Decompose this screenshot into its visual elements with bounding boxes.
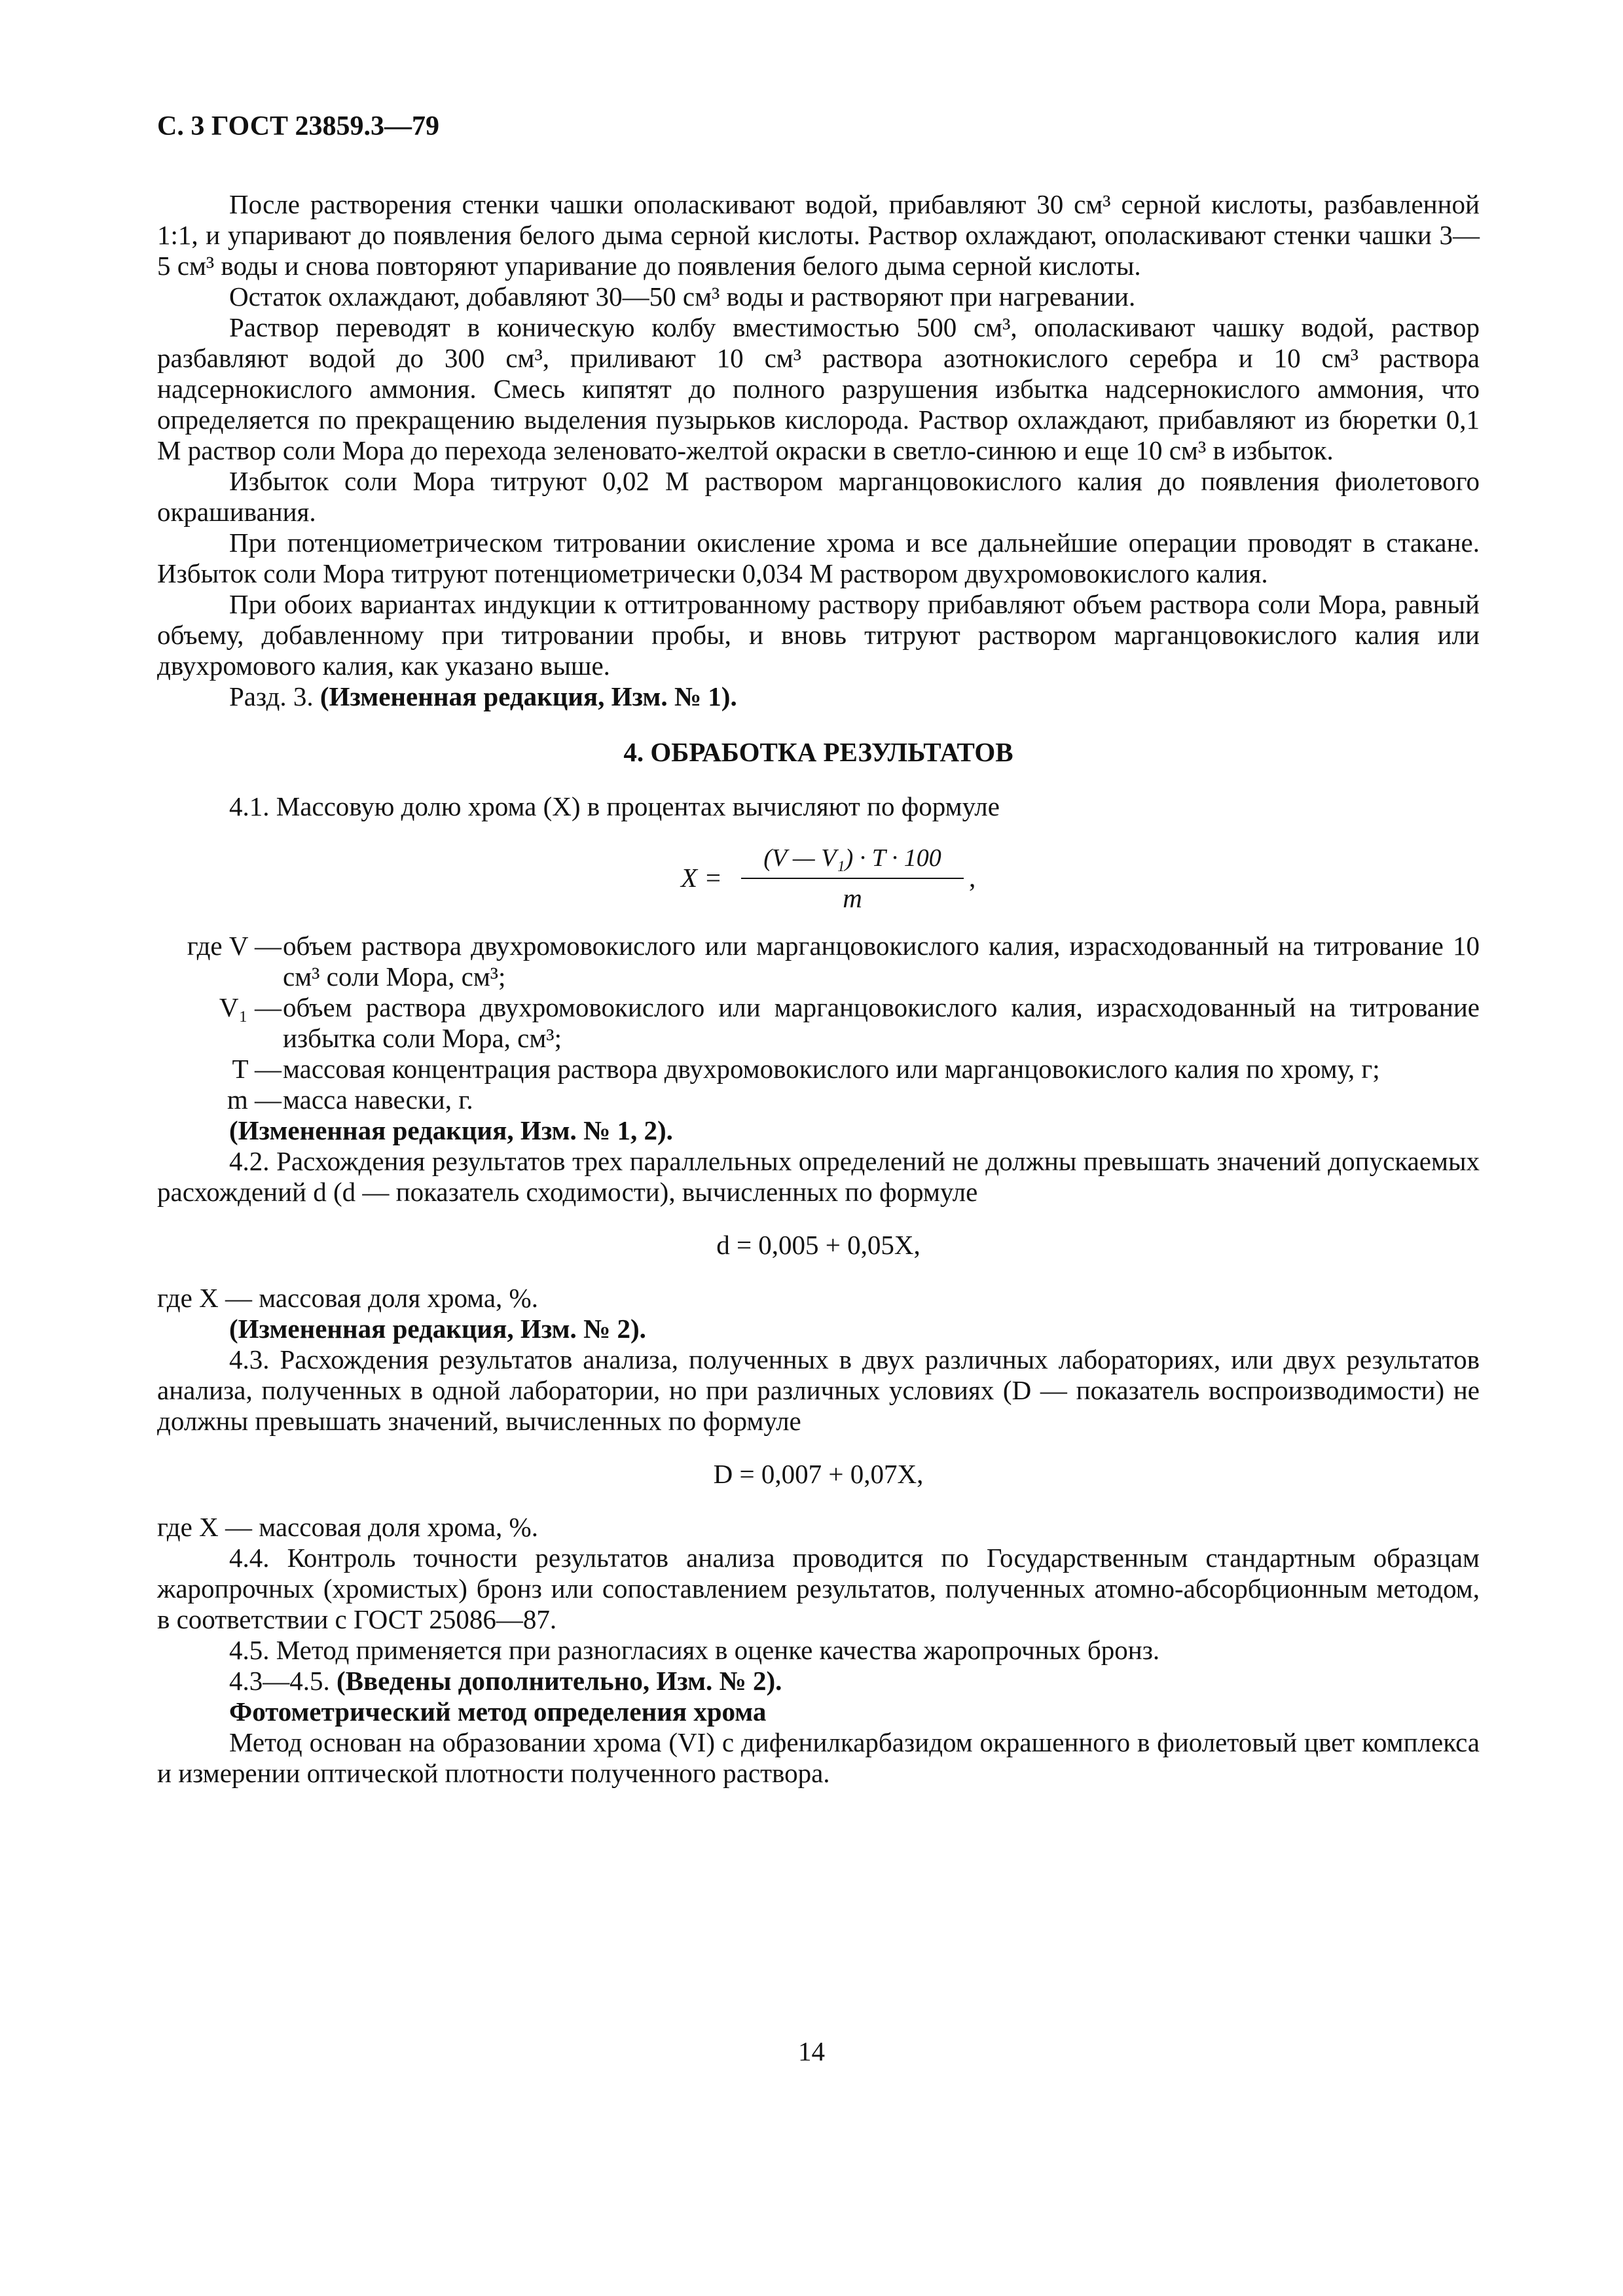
formula-d: d = 0,005 + 0,05X, [716, 1230, 921, 1260]
where-desc: массовая концентрация раствора двухромовокислого или марганцовокислого калия по хрому, г; [283, 1054, 1380, 1084]
where-x-1: где X — массовая доля хрома, %. [157, 1283, 538, 1313]
paragraph-6: При обоих вариантах индукции к оттитрованному раствору прибавляют объем раствора соли Мора, равный объему, добавленному при титровании пробы, и вновь титруют раствором марганцовокислого калия или двухромового калия, как указано выше. [157, 589, 1480, 681]
where-desc: объем раствора двухромовокислого или марганцовокислого калия, израсходованный на титрование избытка соли Мора, см³; [283, 992, 1480, 1053]
photometric-title: Фотометрический метод определения хрома [229, 1696, 767, 1727]
page-number: 14 [798, 2036, 825, 2066]
where-item [157, 1054, 1480, 1085]
paragraph-2: Остаток охлаждают, добавляют 30—50 см³ воды и растворяют при нагревании. [229, 281, 1136, 312]
amendment-note: (Измененная редакция, Изм. № 1). [319, 681, 737, 711]
where-term: где V — [187, 931, 282, 961]
formula-fraction [741, 843, 964, 914]
where-term: m — [227, 1085, 282, 1115]
where-list [157, 931, 1480, 1115]
amendment-note-added: (Введены дополнительно, Изм. № 2). [337, 1666, 782, 1696]
clause-4-3: 4.3. Расхождения результатов анализа, полученных в двух различных лабораториях, или двух результатов анализа, полученных в одной лаборатории, но при различных условиях (D — показатель воспроизводимости) не должны превышать значений, вычисленных по формуле [157, 1344, 1480, 1436]
formula-numerator: (V — V₁) · T · 100 [741, 843, 964, 879]
where-desc: масса навески, г. [283, 1085, 473, 1115]
section-title: 4. ОБРАБОТКА РЕЗУЛЬТАТОВ [623, 737, 1013, 767]
paragraph-7 [157, 681, 1480, 712]
where-x-2: где X — массовая доля хрома, %. [157, 1512, 538, 1542]
clause-4-1: 4.1. Массовую долю хрома (X) в процентах вычисляют по формуле [229, 791, 1000, 821]
paragraph-3: Раствор переводят в коническую колбу вместимостью 500 см³, ополаскивают чашку водой, раствор разбавляют водой до 300 см³, приливают 10 см³ раствора азотнокислого серебра и 10 см³ раствора надсернокислого аммония. Смесь кипятят до полного разрушения избытка надсернокислого аммония, что определяется по прекращению выделения пузырьков кислорода. Раствор охлаждают, прибавляют из бюретки 0,1 М раствор соли Мора до перехода зеленовато-желтой окраски в светло-синюю и еще 10 см³ в избыток. [157, 312, 1480, 465]
clause-4-4: 4.4. Контроль точности результатов анализа проводится по Государственным стандартным образцам жаропрочных (хромистых) бронз или сопоставлением результатов, полученных атомно-абсорбционным методом, в соответствии с ГОСТ 25086—87. [157, 1543, 1480, 1634]
formula-comma: , [969, 863, 976, 893]
where-item [157, 1085, 1480, 1115]
clause-range: 4.3—4.5. [229, 1666, 337, 1696]
where-term: T — [232, 1054, 282, 1084]
where-desc: объем раствора двухромовокислого или марганцовокислого калия, израсходованный на титрование 10 см³ соли Мора, см³; [283, 931, 1480, 992]
clause-4-2: 4.2. Расхождения результатов трех параллельных определений не должны превышать значений допускаемых расхождений d (d — показатель сходимости), вычисленных по формуле [157, 1146, 1480, 1207]
paragraph-4: Избыток соли Мора титруют 0,02 М раствором марганцовокислого калия до появления фиолетового окрашивания. [157, 466, 1480, 527]
where-term: V₁ — [219, 992, 282, 1022]
photometric-text: Метод основан на образовании хрома (VI) с дифенилкарбазидом окрашенного в фиолетовый цвет комплекса и измерении оптической плотности полученного раствора. [157, 1727, 1480, 1788]
where-item [157, 931, 1480, 992]
paragraph-1: После растворения стенки чашки ополаскивают водой, прибавляют 30 см³ серной кислоты, разбавленной 1:1, и упаривают до появления белого дыма серной кислоты. Раствор охлаждают, ополаскивают стенки чашки 3—5 см³ воды и снова повторяют упаривание до появления белого дыма серной кислоты. [157, 189, 1480, 281]
formula-D: D = 0,007 + 0,07X, [713, 1459, 924, 1489]
formula-x [157, 829, 1480, 927]
section-ref: Разд. 3. [229, 681, 320, 711]
where-item [157, 992, 1480, 1054]
page-header: С. 3 ГОСТ 23859.3—79 [157, 111, 440, 141]
document-page [157, 111, 1480, 1789]
paragraph-5: При потенциометрическом титровании окисление хрома и все дальнейшие операции проводят в стакане. Избыток соли Мора титруют потенциометрически 0,034 М раствором двухромовокислого калия. [157, 528, 1480, 588]
formula-denominator: m [843, 883, 862, 913]
clause-4-3-4-5 [157, 1666, 1480, 1696]
formula-lhs: X = [681, 863, 722, 893]
clause-4-5: 4.5. Метод применяется при разногласиях в оценке качества жаропрочных бронз. [229, 1635, 1160, 1665]
amendment-note-1-2: (Измененная редакция, Изм. № 1, 2). [229, 1115, 673, 1145]
amendment-note-2: (Измененная редакция, Изм. № 2). [229, 1314, 646, 1344]
